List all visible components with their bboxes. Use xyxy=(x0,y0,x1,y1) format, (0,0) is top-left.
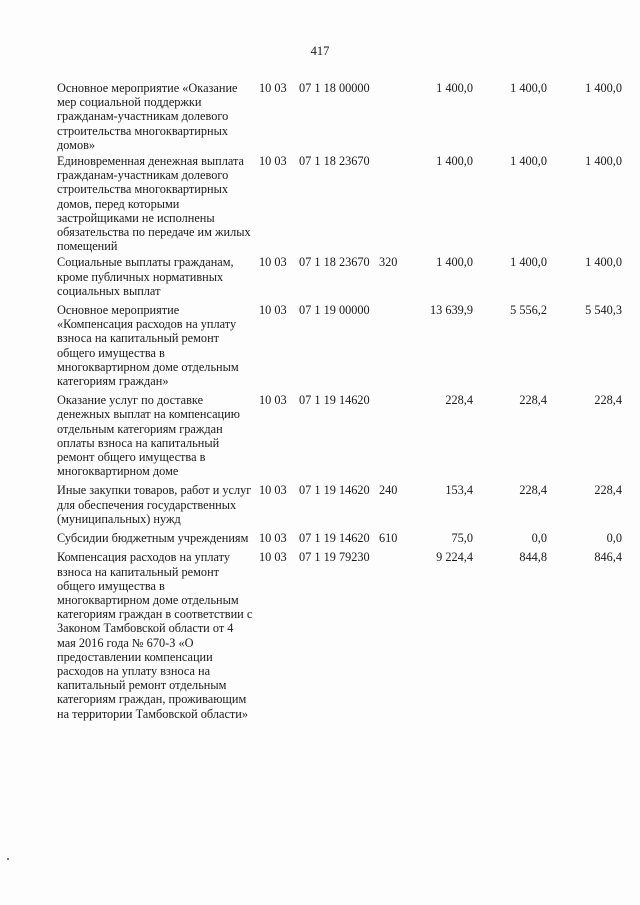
amount-year-3: 5 540,3 xyxy=(585,303,622,318)
section-code: 10 03 xyxy=(259,550,287,565)
row-name: Компенсация расходов на уплату взноса на капитальный ремонт общего имущества в многоквартирном доме отдельным категориям граждан в соответствии с Законом Тамбовской области от 4 мая 2016 года № 670-З «О предоставлении компенсации расходов на уплату взноса на капитальный ремонт отдельным категориям граждан, проживающим на территории Тамбовской области» xyxy=(57,550,253,721)
scan-mark xyxy=(7,858,9,860)
amount-year-1: 1 400,0 xyxy=(436,81,473,95)
target-code: 07 1 19 79230 xyxy=(299,550,370,565)
amount-year-2: 1 400,0 xyxy=(510,81,547,95)
expense-type-code: 320 xyxy=(379,255,398,270)
section-code: 10 03 xyxy=(259,531,287,546)
row-name: Основное мероприятие «Оказание мер социальной поддержки гражданам-участникам долевого строительства многоквартирных домов» xyxy=(57,81,238,152)
amount-year-3: 1 400,0 xyxy=(585,255,622,270)
target-code: 07 1 19 00000 xyxy=(299,303,370,318)
amount-year-1: 13 639,9 xyxy=(429,303,473,318)
row-name: Единовременная денежная выплата гражданам-участникам долевого строительства многоквартирных домов, перед которыми застройщиками не исполнены обязательства по передаче им жилых помещений xyxy=(57,154,251,254)
table-row xyxy=(57,531,625,545)
amount-year-2: 0,0 xyxy=(531,531,547,546)
target-code: 07 1 18 23670 xyxy=(299,154,370,169)
table-row xyxy=(57,154,625,253)
table-row xyxy=(57,393,625,478)
expense-type-code: 240 xyxy=(379,483,398,498)
amount-year-1: 1 400,0 xyxy=(436,255,473,270)
table-row xyxy=(57,483,625,526)
amount-year-3: 228,4 xyxy=(594,483,622,498)
target-code: 07 1 19 14620 xyxy=(299,531,370,546)
amount-year-1: 1 400,0 xyxy=(436,154,473,169)
section-code: 10 03 xyxy=(259,483,287,498)
row-name: Оказание услуг по доставке денежных выплат на компенсацию отдельным категориям граждан оплаты взноса на капитальный ремонт общего имущества в многоквартирном доме xyxy=(57,393,240,479)
amount-year-3: 0,0 xyxy=(606,531,622,546)
amount-year-1: 228,4 xyxy=(445,393,473,408)
budget-table xyxy=(57,81,625,721)
section-code: 10 03 xyxy=(259,154,287,169)
table-row xyxy=(57,550,625,720)
expense-type-code: 610 xyxy=(379,531,398,546)
amount-year-2: 1 400,0 xyxy=(510,255,547,270)
amount-year-2: 228,4 xyxy=(519,483,547,498)
section-code: 10 03 xyxy=(259,255,287,270)
section-code: 10 03 xyxy=(259,81,287,95)
amount-year-2: 228,4 xyxy=(519,393,547,408)
row-name: Социальные выплаты гражданам, кроме публичных нормативных социальных выплат xyxy=(57,255,234,298)
target-code: 07 1 18 00000 xyxy=(299,81,370,95)
amount-year-3: 846,4 xyxy=(594,550,622,565)
table-row xyxy=(57,81,625,152)
amount-year-2: 1 400,0 xyxy=(510,154,547,169)
amount-year-1: 75,0 xyxy=(451,531,473,546)
target-code: 07 1 19 14620 xyxy=(299,483,370,498)
amount-year-3: 1 400,0 xyxy=(585,154,622,169)
table-row xyxy=(57,255,625,298)
target-code: 07 1 19 14620 xyxy=(299,393,370,408)
row-name: Основное мероприятие «Компенсация расходов на уплату взноса на капитальный ремонт общего имущества в многоквартирном доме отдельным категориям граждан» xyxy=(57,303,239,389)
row-name: Иные закупки товаров, работ и услуг для обеспечения государственных (муниципальных) нужд xyxy=(57,483,252,526)
page-number: 417 xyxy=(310,44,330,58)
row-name: Субсидии бюджетным учреждениям xyxy=(57,531,249,546)
section-code: 10 03 xyxy=(259,393,287,408)
amount-year-2: 844,8 xyxy=(519,550,547,565)
amount-year-3: 1 400,0 xyxy=(585,81,622,95)
section-code: 10 03 xyxy=(259,303,287,318)
amount-year-1: 153,4 xyxy=(445,483,473,498)
amount-year-1: 9 224,4 xyxy=(436,550,473,565)
table-row xyxy=(57,303,625,388)
amount-year-2: 5 556,2 xyxy=(510,303,547,318)
target-code: 07 1 18 23670 xyxy=(299,255,370,270)
amount-year-3: 228,4 xyxy=(594,393,622,408)
